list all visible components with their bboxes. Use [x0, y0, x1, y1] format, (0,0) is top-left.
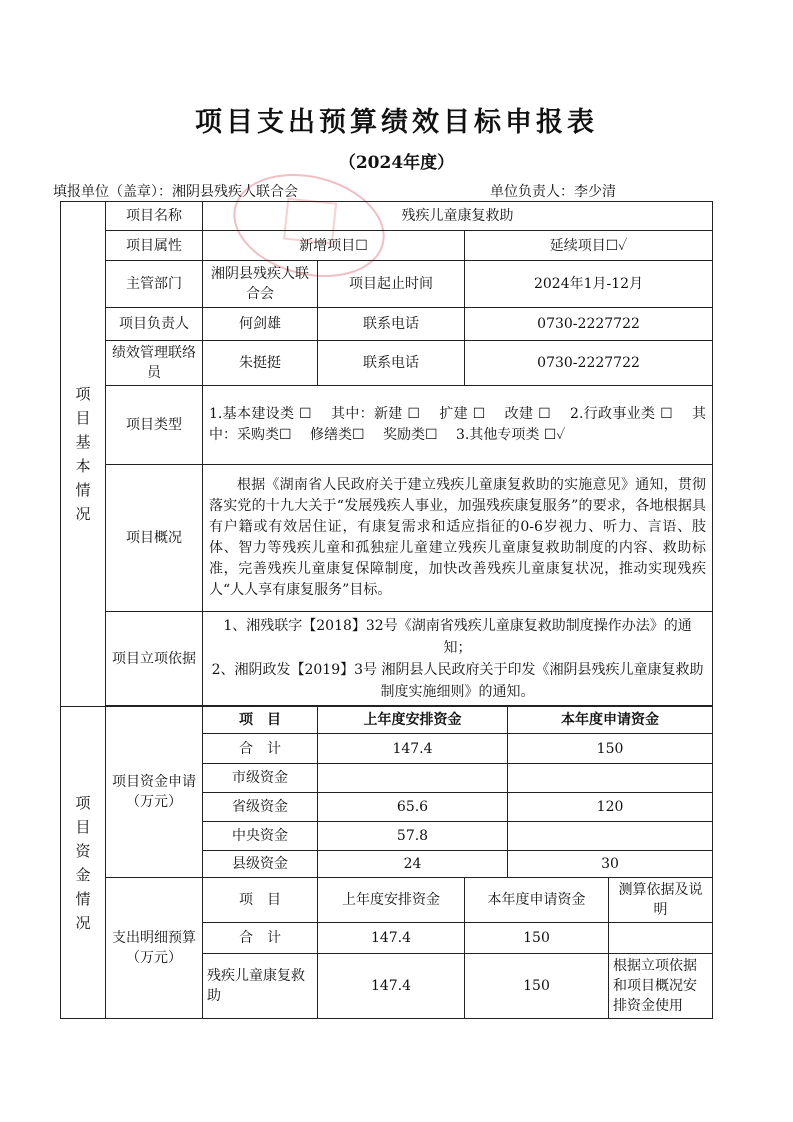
- project-name-label: 项目名称: [106, 202, 203, 231]
- type-label: 项目类型: [106, 386, 203, 465]
- dept-label: 主管部门: [106, 261, 203, 308]
- fund-row-label: 合 计: [203, 734, 318, 764]
- fund-row-this: 150: [508, 734, 713, 764]
- period-value: 2024年1月-12月: [465, 261, 713, 308]
- d-item-this: 150: [465, 954, 609, 1019]
- d-total-last: 147.4: [318, 923, 465, 954]
- fund-row-label: 县级资金: [203, 851, 318, 878]
- phone-label: 联系电话: [318, 308, 465, 341]
- contact-value: 朱挺挺: [203, 341, 318, 386]
- period-label: 项目起止时间: [318, 261, 465, 308]
- attr-continue-checkbox: 延续项目☐✓: [465, 231, 713, 261]
- project-name-value: 残疾儿童康复救助: [203, 202, 713, 231]
- basis-item-1: 1、湘残联字【2018】32号《湖南省残疾儿童康复救助制度操作办法》的通知；: [223, 617, 692, 656]
- owner-label: 项目负责人: [106, 308, 203, 341]
- col-item: 项 目: [203, 707, 318, 734]
- apply-label: 项目资金申请（万元）: [106, 707, 203, 878]
- col-this-year: 本年度申请资金: [508, 707, 713, 734]
- fund-row-label: 省级资金: [203, 793, 318, 822]
- section-funds: 项 目 资 金 情 况: [61, 707, 106, 1019]
- d-col-last: 上年度安排资金: [318, 878, 465, 923]
- fund-row-last: 24: [318, 851, 508, 878]
- d-item-note: 根据立项依据和项目概况安排资金使用: [609, 954, 713, 1019]
- fund-row-this: [508, 764, 713, 793]
- overview-label: 项目概况: [106, 465, 203, 612]
- basis-item-2: 2、湘阴政发【2019】3号 湘阴县人民政府关于印发《湘阴县残疾儿童康复救助制度实施细则》的通知。: [211, 661, 704, 700]
- fund-row-last: 147.4: [318, 734, 508, 764]
- d-item-last: 147.4: [318, 954, 465, 1019]
- budget-form-table: [60, 201, 713, 1019]
- fund-row-label: 中央资金: [203, 822, 318, 851]
- fund-row-last: 65.6: [318, 793, 508, 822]
- attr-new-checkbox: 新增项目☐: [203, 231, 465, 261]
- fund-row-this: [508, 822, 713, 851]
- d-item-label: 残疾儿童康复救助: [203, 954, 318, 1019]
- col-last-year: 上年度安排资金: [318, 707, 508, 734]
- fund-row-this: 30: [508, 851, 713, 878]
- d-col-this: 本年度申请资金: [465, 878, 609, 923]
- section-basic-info: 项 目 基 本 情 况: [61, 202, 106, 707]
- year-subtitle: （2024年度）: [338, 153, 455, 173]
- d-total-label: 合 计: [203, 923, 318, 954]
- fund-row-last: [318, 764, 508, 793]
- contact-label: 绩效管理联络员: [106, 341, 203, 386]
- d-total-note: [609, 923, 713, 954]
- phone-label-2: 联系电话: [318, 341, 465, 386]
- d-total-this: 150: [465, 923, 609, 954]
- reporting-unit: 填报单位（盖章）：湘阴县残疾人联合会: [53, 184, 298, 200]
- fund-row-last: 57.8: [318, 822, 508, 851]
- detail-label: 支出明细预算（万元）: [106, 878, 203, 1019]
- type-value: 1.基本建设类 ☐ 其中：新建 ☐ 扩建 ☐ 改建 ☐ 2.行政事业类 ☐ 其中：采购类☐ 修缮类☐ 奖励类☐ 3.其他专项类 ☐✓: [203, 386, 713, 465]
- page-title: 项目支出预算绩效目标申报表: [195, 107, 598, 138]
- phone-value: 0730-2227722: [465, 308, 713, 341]
- d-col-item: 项 目: [203, 878, 318, 923]
- unit-leader: 单位负责人：李少清: [490, 184, 616, 200]
- dept-value: 湘阴县残疾人联合会: [203, 261, 318, 308]
- fund-row-label: 市级资金: [203, 764, 318, 793]
- owner-value: 何剑雄: [203, 308, 318, 341]
- phone-value-2: 0730-2227722: [465, 341, 713, 386]
- basis-value: [203, 612, 713, 706]
- project-attr-label: 项目属性: [106, 231, 203, 261]
- basis-label: 项目立项依据: [106, 612, 203, 706]
- d-col-note: 测算依据及说明: [609, 878, 713, 923]
- fund-row-this: 120: [508, 793, 713, 822]
- overview-value: 根据《湖南省人民政府关于建立残疾儿童康复救助的实施意见》通知，贯彻落实党的十九大关于“发展残疾人事业，加强残疾康复服务”的要求，各地根据具有户籍或有效居住证，有康复需求和适应指征的0-6岁视力、听力、言语、肢体、智力等残疾儿童和孤独症儿童建立残疾儿童康复救助制度的内容、救助标准，完善残疾儿童康复保障制度，加快改善残疾儿童康复状况，推动实现残疾人“人人享有康复服务”目标。: [203, 465, 713, 612]
